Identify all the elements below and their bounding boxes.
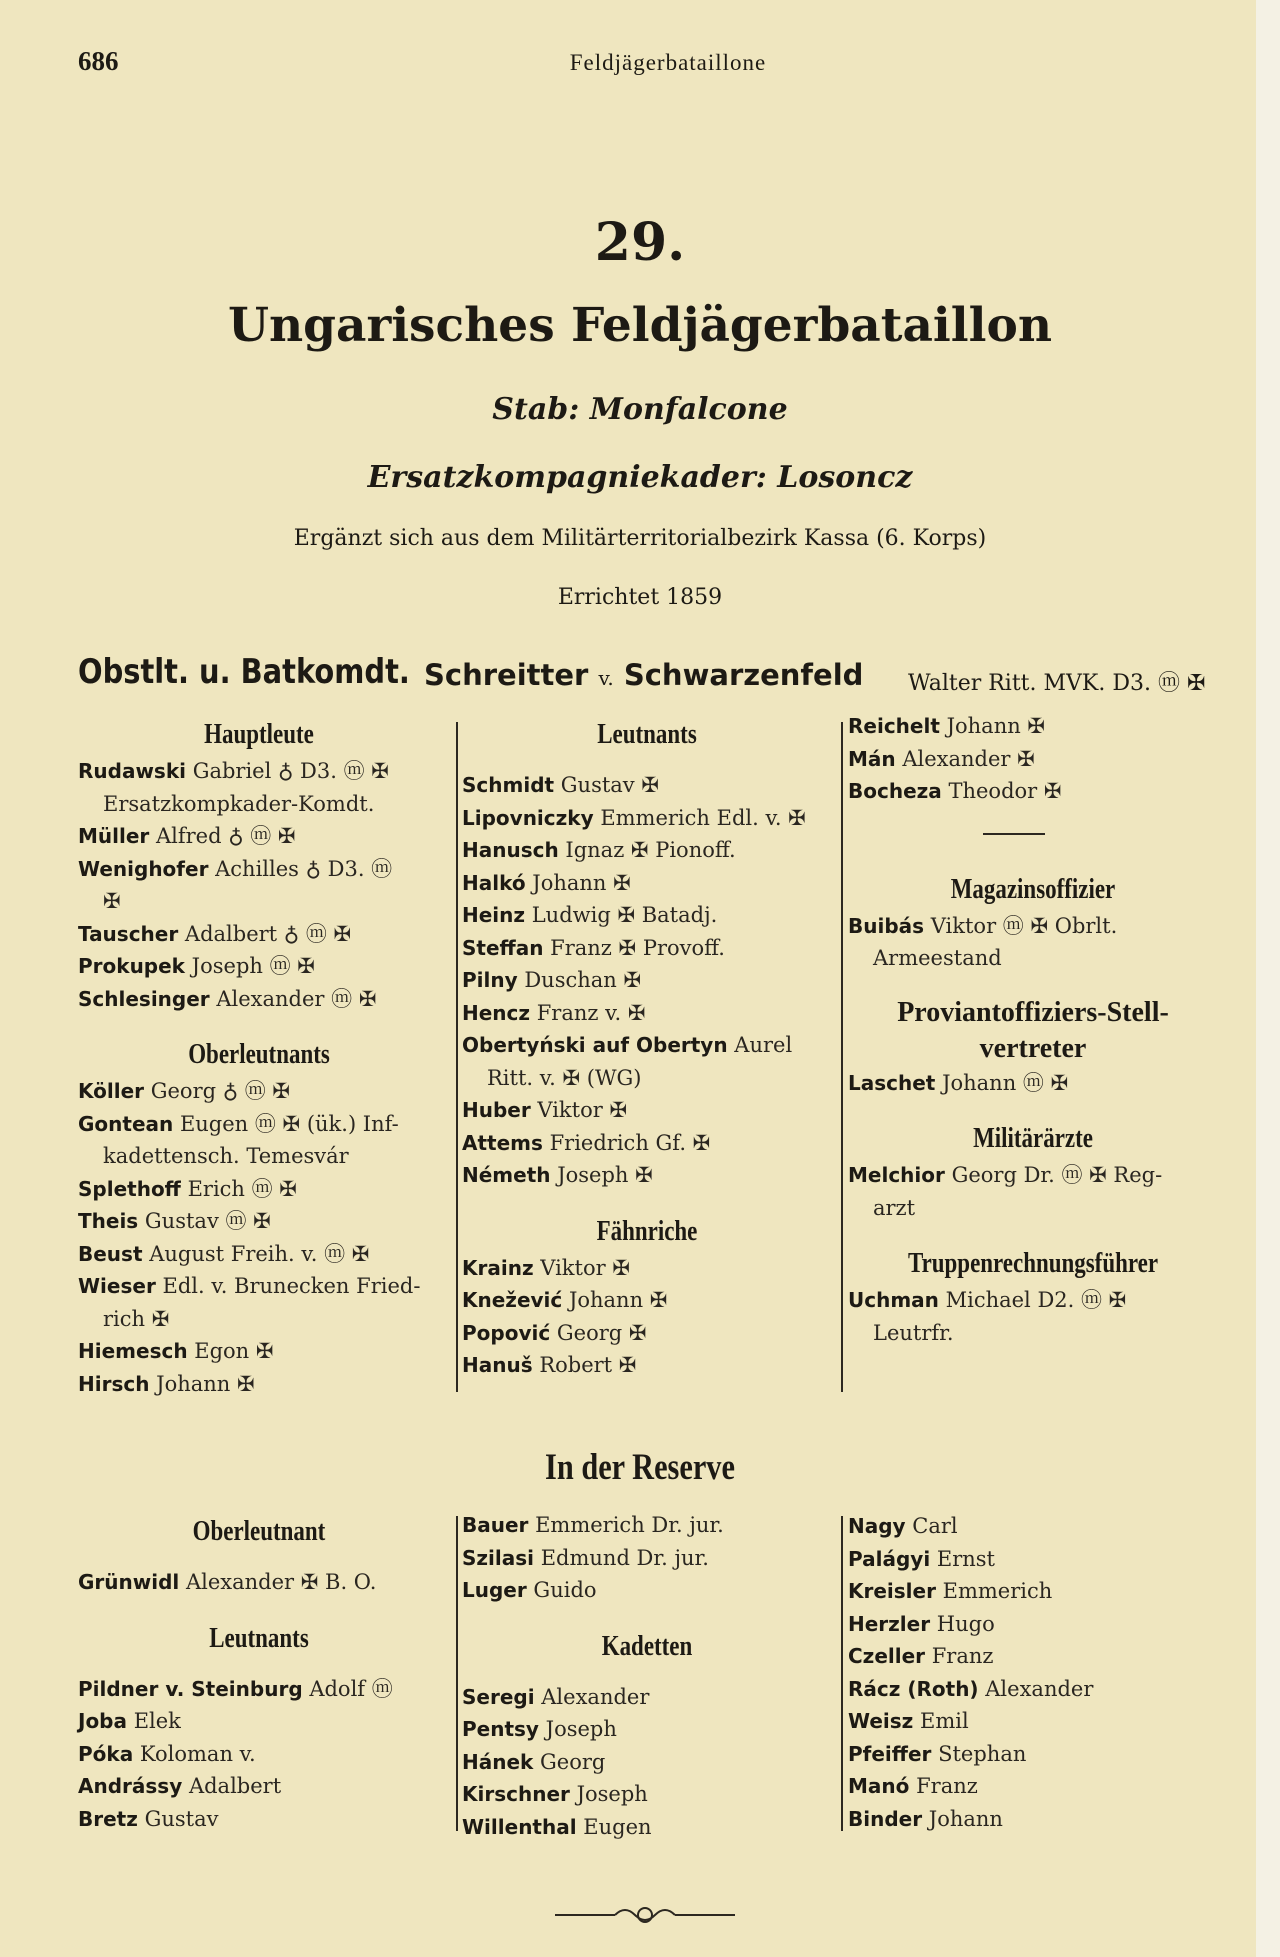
commander-line (78, 652, 1218, 702)
entry-surname: Wieser (78, 1274, 156, 1298)
roster-entry (848, 1575, 1218, 1608)
entry-details: Alexander ✠ B. O. (185, 1570, 377, 1594)
roster-entry (462, 867, 832, 900)
column-rule-1 (456, 722, 458, 1392)
running-title: Feldjägerbataillone (569, 50, 767, 75)
entry-surname: Tauscher (78, 921, 179, 946)
roster-entry (848, 775, 1218, 808)
entry-details: Koloman v. (139, 1741, 256, 1766)
recruitment-line: Ergänzt sich aus dem Militärterritorialbezirk Kassa (6. Korps) (293, 526, 987, 551)
entry-surname: Németh (462, 1163, 551, 1187)
entry-details: Carl (912, 1514, 958, 1538)
roster-entry (462, 1574, 832, 1607)
roster-entry (462, 899, 832, 932)
roster-entry (78, 918, 440, 951)
entry-details: Franz v. ✠ (536, 1000, 646, 1025)
section-heading: Hauptleute (204, 719, 314, 750)
entry-details: Alexander ✠ (902, 746, 1035, 771)
entry-details: Emmerich (942, 1579, 1053, 1603)
entry-surname: Schlesinger (78, 986, 210, 1011)
entry-surname: Laschet (848, 1070, 936, 1095)
entry-details: Georg Dr. ⓜ ✠ Reg- (951, 1163, 1163, 1187)
entry-surname: Mán (848, 746, 896, 771)
spacer (848, 808, 1218, 870)
entry-details: Erich ⓜ ✠ (187, 1176, 297, 1201)
roster-entry-continuation (848, 1317, 1218, 1350)
column-reserve-1 (78, 1512, 440, 1835)
entry-details: Gustav ✠ (560, 773, 659, 797)
entry-details: Johann (928, 1806, 1003, 1831)
entry-details: Armeestand (873, 946, 1002, 970)
entry-surname: Szilasi (462, 1545, 535, 1570)
column-reserve-3 (848, 1510, 1218, 1835)
entry-surname: Manó (848, 1774, 910, 1798)
entry-surname: Czeller (848, 1644, 926, 1668)
entry-details: Eugen ⓜ ✠ (ük.) Inf- (179, 1111, 399, 1136)
entry-details: Elek (133, 1709, 181, 1733)
entry-details: ✠ (103, 889, 121, 913)
entry-surname: Theis (78, 1209, 139, 1233)
roster-entry (848, 1673, 1218, 1706)
entry-surname: Reichelt (848, 714, 940, 738)
entry-details: Theodor ✠ (948, 779, 1062, 803)
column-reserve-2 (462, 1509, 832, 1843)
commander-rank: Obstlt. u. Batkomdt. (78, 652, 410, 692)
page-title: Ungarisches Feldjägerbataillon (227, 298, 1053, 353)
entry-details: Ritt. v. ✠ (WG) (487, 1065, 642, 1090)
entry-details: arzt (873, 1195, 916, 1220)
entry-surname: Steffan (462, 935, 544, 960)
entry-details: Johann ✠ (568, 1288, 668, 1312)
entry-surname: Köller (78, 1079, 145, 1103)
roster-entry (78, 1238, 440, 1271)
entry-surname: Pildner v. Steinburg (78, 1676, 303, 1701)
entry-surname: Halkó (462, 870, 526, 895)
roster-entry (78, 1566, 440, 1599)
section-heading: Magazinsoffizier (950, 873, 1116, 905)
entry-details: Hugo (936, 1611, 995, 1636)
entry-details: Gabriel ♁ D3. ⓜ ✠ (192, 759, 389, 783)
roster-entry (462, 1029, 832, 1062)
entry-surname: Knežević (462, 1288, 563, 1312)
roster-entry (462, 1284, 832, 1317)
entry-details: Georg (540, 1749, 606, 1774)
section-heading: Proviantoffiziers-Stell- (897, 996, 1169, 1028)
entry-details: Johann ⓜ ✠ (942, 1070, 1069, 1095)
entry-surname: Obertyński auf Obertyn (462, 1033, 728, 1057)
roster-entry (78, 820, 440, 853)
roster-entry-continuation (78, 1140, 440, 1173)
entry-surname: Seregi (462, 1684, 535, 1709)
roster-entry (78, 1075, 440, 1108)
entry-details: Franz (916, 1774, 978, 1798)
entry-surname: Lipovniczky (462, 805, 594, 830)
roster-entry (848, 1803, 1218, 1836)
entry-surname: Rudawski (78, 759, 186, 783)
entry-details: Viktor ✠ (537, 1098, 628, 1122)
commander-name (424, 658, 863, 692)
entry-details: Viktor ⓜ ✠ Obrlt. (930, 913, 1118, 938)
entry-details: Friedrich Gf. ✠ (549, 1130, 711, 1155)
entry-details: Ernst (936, 1546, 995, 1571)
entry-surname: Huber (462, 1098, 531, 1122)
entry-surname: Hánek (462, 1749, 534, 1774)
roster-entry (462, 1094, 832, 1127)
ornament-divider (555, 1900, 735, 1930)
section-heading: Kadetten (601, 1630, 693, 1662)
entry-surname: Kirschner (462, 1782, 570, 1806)
entry-details: Johann ✠ (532, 870, 631, 895)
entry-details: Adalbert (188, 1774, 282, 1798)
roster-entry (848, 1770, 1218, 1803)
roster-entry-continuation (78, 788, 440, 821)
entry-details: Robert ✠ (539, 1353, 637, 1377)
entry-surname: Bretz (78, 1806, 138, 1831)
entry-surname: Splethoff (78, 1176, 181, 1201)
entry-surname: Pilny (462, 968, 518, 992)
entry-surname: Heinz (462, 903, 526, 927)
entry-details: Viktor ✠ (540, 1255, 630, 1280)
entry-surname: Hanusch (462, 838, 559, 862)
entry-surname: Prokupek (78, 954, 185, 978)
roster-entry (848, 1284, 1218, 1317)
roster-entry-continuation (78, 1303, 440, 1336)
entry-surname: Bocheza (848, 779, 942, 803)
roster-entry (78, 755, 440, 788)
roster-entry (462, 1778, 832, 1811)
entry-details: Georg ✠ (556, 1320, 647, 1345)
entry-surname: Andrássy (78, 1774, 183, 1798)
roster-entry (848, 1159, 1218, 1192)
page-number: 686 (78, 46, 119, 76)
entry-details: Adalbert ♁ ⓜ ✠ (184, 921, 352, 946)
entry-surname: Gontean (78, 1111, 174, 1136)
roster-entry (462, 769, 832, 802)
entry-details: Alexander ⓜ ✠ (216, 986, 377, 1011)
entry-surname: Pentsy (462, 1717, 539, 1741)
entry-surname: Willenthal (462, 1814, 577, 1839)
entry-surname: Luger (462, 1578, 527, 1602)
entry-surname: Hirsch (78, 1371, 150, 1396)
roster-entry (462, 1746, 832, 1779)
roster-entry (848, 1738, 1218, 1771)
entry-details: Gustav ⓜ ✠ (144, 1209, 271, 1233)
entry-surname: Schmidt (462, 773, 555, 797)
roster-entry (78, 1335, 440, 1368)
roster-entry (462, 1713, 832, 1746)
roster-entry (78, 853, 440, 886)
section-heading: Oberleutnant (192, 1516, 326, 1547)
commander-surname-2: Schwarzenfeld (623, 658, 864, 692)
roster-entry (462, 1252, 832, 1285)
roster-entry (78, 1738, 440, 1771)
entry-details: Egon ✠ (194, 1339, 274, 1363)
entry-surname: Póka (78, 1741, 134, 1766)
roster-entry-continuation (462, 1062, 832, 1095)
entry-surname: Bauer (462, 1513, 529, 1537)
entry-details: Michael D2. ⓜ ✠ (945, 1288, 1127, 1312)
roster-entry (848, 1705, 1218, 1738)
roster-entry (78, 1205, 440, 1238)
roster-entry-continuation (78, 885, 440, 918)
roster-entry (848, 1608, 1218, 1641)
entry-surname: Kreisler (848, 1579, 936, 1603)
entry-details: Eugen (583, 1814, 652, 1839)
roster-entry (78, 983, 440, 1016)
roster-entry (78, 1770, 440, 1803)
battalion-number: 29. (594, 212, 686, 273)
entry-details: Guido (533, 1578, 597, 1602)
entry-surname: Binder (848, 1806, 923, 1831)
entry-details: Emmerich Edl. v. ✠ (600, 805, 806, 830)
roster-entry (462, 997, 832, 1030)
roster-entry (848, 910, 1218, 943)
entry-surname: Hiemesch (78, 1339, 188, 1363)
stab-line: Stab: Monfalcone (492, 392, 788, 427)
roster-entry (462, 932, 832, 965)
entry-surname: Herzler (848, 1611, 931, 1636)
entry-surname: Attems (462, 1130, 543, 1155)
entry-details: Johann ✠ (156, 1371, 255, 1396)
entry-details: Ignaz ✠ Pionoff. (565, 838, 736, 862)
entry-details: August Freih. v. ⓜ ✠ (149, 1241, 370, 1266)
entry-surname: Buibás (848, 913, 925, 938)
roster-entry (848, 1067, 1218, 1100)
entry-surname: Uchman (848, 1288, 939, 1312)
entry-details: Alfred ♁ ⓜ ✠ (155, 824, 296, 848)
roster-entry (78, 1803, 440, 1836)
roster-entry-continuation (848, 1192, 1218, 1225)
commander-details: Walter Ritt. MVK. D3. ⓜ ✠ (908, 671, 1206, 696)
page-edge (1256, 0, 1280, 1957)
entry-details: Alexander (985, 1676, 1094, 1701)
entry-surname: Beust (78, 1241, 143, 1266)
entry-details: Joseph (545, 1717, 617, 1741)
roster-entry (848, 743, 1218, 776)
entry-surname: Melchior (848, 1163, 945, 1187)
entry-surname: Hanuš (462, 1353, 533, 1377)
roster-entry (78, 1368, 440, 1401)
roster-entry (462, 834, 832, 867)
roster-entry (78, 950, 440, 983)
roster-entry (462, 1159, 832, 1192)
entry-details: Adolf ⓜ (309, 1676, 393, 1701)
entry-details: Duschan ✠ (524, 968, 642, 992)
entry-surname: Palágyi (848, 1546, 931, 1571)
roster-entry (462, 1811, 832, 1844)
entry-surname: Wenighofer (78, 856, 209, 881)
entry-details: Aurel (734, 1033, 793, 1057)
roster-entry (462, 1317, 832, 1350)
entry-details: Edl. v. Brunecken Fried- (162, 1274, 421, 1298)
entry-surname: Grünwidl (78, 1570, 180, 1594)
section-heading: Fähnriche (596, 1215, 698, 1247)
section-heading: vertreter (979, 1032, 1087, 1064)
entry-details: Ludwig ✠ Batadj. (531, 903, 718, 927)
entry-surname: Weisz (848, 1709, 914, 1733)
column-rule-2 (841, 722, 843, 1392)
entry-details: Franz (931, 1644, 994, 1668)
roster-entry (462, 1509, 832, 1542)
entry-details: Achilles ♁ D3. ⓜ (215, 856, 393, 881)
roster-entry (462, 1681, 832, 1714)
entry-details: Alexander (541, 1684, 650, 1709)
roster-entry (462, 802, 832, 835)
roster-entry-continuation (848, 942, 1218, 975)
section-heading: Oberleutnants (188, 1039, 330, 1070)
entry-details: Joseph (576, 1782, 648, 1806)
entry-details: Emil (920, 1709, 969, 1733)
entry-surname: Krainz (462, 1255, 534, 1280)
entry-details: Gustav (144, 1806, 219, 1831)
entry-surname: Popović (462, 1320, 551, 1345)
entry-details: Georg ♁ ⓜ ✠ (150, 1079, 291, 1103)
entry-details: rich ✠ (103, 1306, 170, 1331)
commander-von: v. (598, 666, 614, 690)
column-active-2 (462, 715, 832, 1382)
column-rule-reserve-2 (841, 1516, 843, 1831)
section-heading: Truppenrechnungsführer (907, 1248, 1159, 1279)
entry-details: Stephan (938, 1741, 1027, 1766)
entry-surname: Pfeiffer (848, 1741, 932, 1766)
entry-surname: Müller (78, 824, 150, 848)
roster-entry (78, 1705, 440, 1738)
column-rule-reserve-1 (456, 1516, 458, 1831)
established-line: Errichtet 1859 (557, 585, 723, 610)
entry-details: Johann ✠ (946, 714, 1046, 738)
commander-surname: Schreitter (424, 658, 589, 692)
column-active-3 (848, 710, 1218, 1349)
entry-details: Ersatzkompkader-Komdt. (103, 791, 375, 816)
roster-entry (462, 964, 832, 997)
entry-details: Joseph ✠ (557, 1163, 653, 1187)
roster-entry (462, 1349, 832, 1382)
section-heading: Leutnants (597, 719, 697, 750)
roster-entry (78, 1173, 440, 1206)
entry-details: Franz ✠ Provoff. (550, 935, 725, 960)
roster-entry (462, 1127, 832, 1160)
reserve-heading: In der Reserve (545, 1447, 735, 1488)
entry-details: Edmund Dr. jur. (540, 1545, 709, 1570)
entry-surname: Nagy (848, 1514, 906, 1538)
page-header (78, 46, 1258, 86)
entry-details: Leutrfr. (873, 1320, 954, 1345)
entry-surname: Joba (78, 1709, 127, 1733)
roster-entry (78, 1673, 440, 1706)
entry-details: kadettensch. Temesvár (103, 1144, 349, 1168)
roster-entry (848, 710, 1218, 743)
entry-details: Joseph ⓜ ✠ (191, 954, 315, 978)
roster-entry (848, 1640, 1218, 1673)
section-heading: Militärärzte (973, 1123, 1093, 1154)
roster-entry (78, 1270, 440, 1303)
roster-entry (848, 1510, 1218, 1543)
entry-details: Emmerich Dr. jur. (535, 1513, 724, 1537)
column-active-1 (78, 715, 440, 1400)
roster-entry (848, 1543, 1218, 1576)
section-heading: Leutnants (209, 1622, 309, 1654)
entry-surname: Rácz (Roth) (848, 1676, 979, 1701)
roster-entry (78, 1108, 440, 1141)
roster-entry (462, 1542, 832, 1575)
ersatz-line: Ersatzkompagniekader: Losoncz (367, 460, 913, 495)
entry-surname: Hencz (462, 1000, 531, 1025)
